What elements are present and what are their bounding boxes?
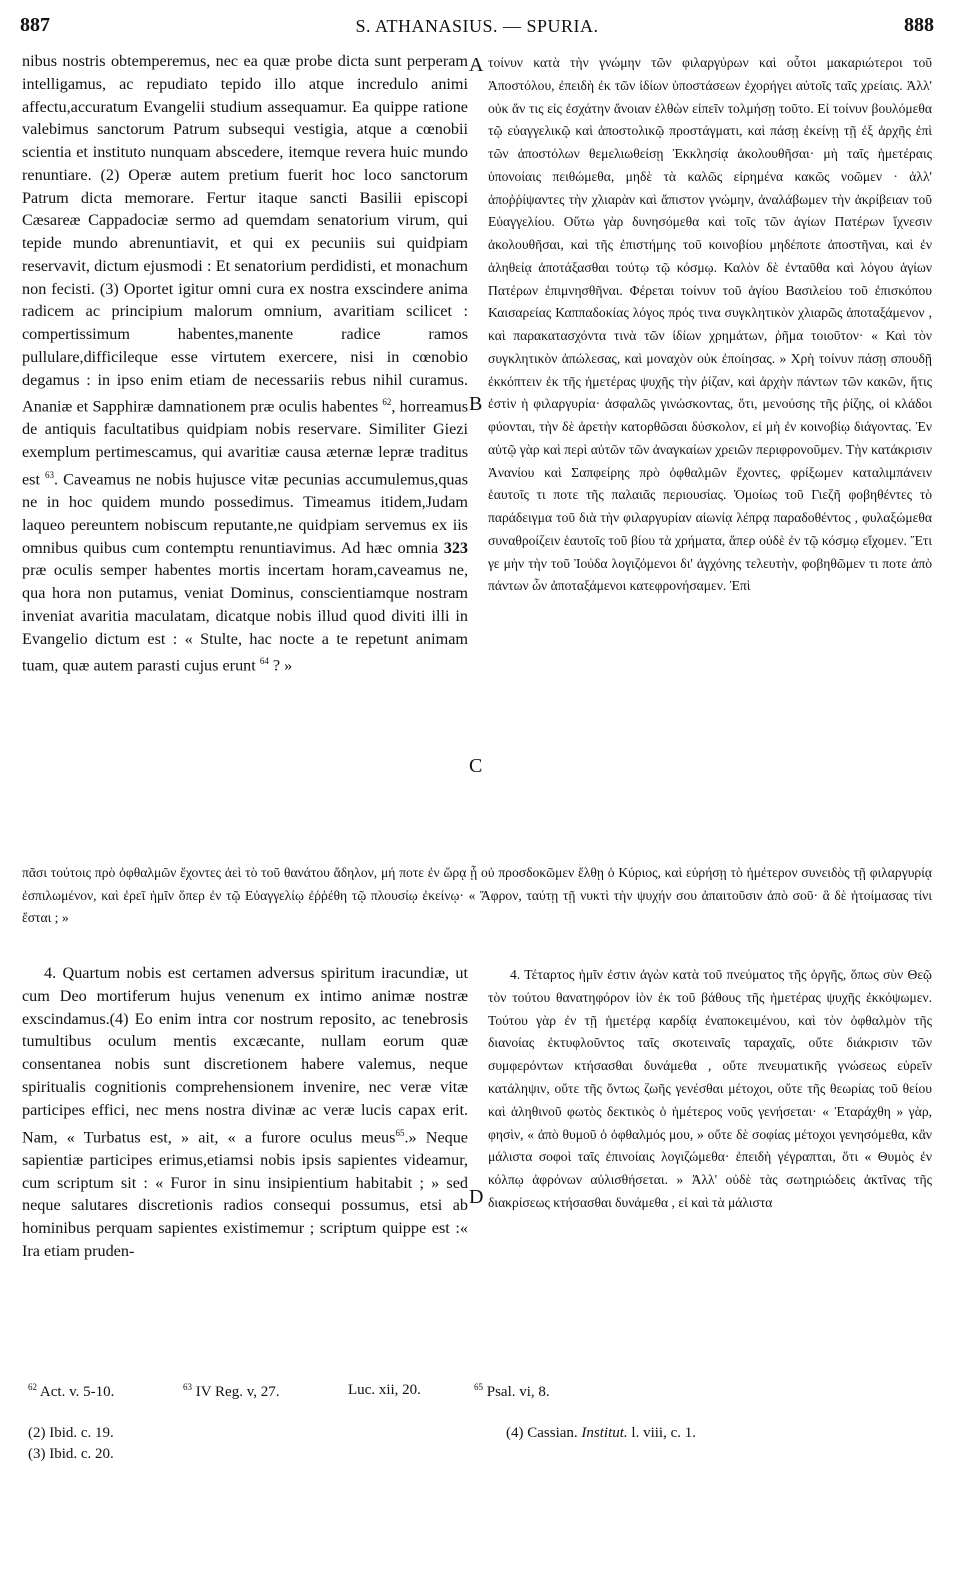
footnote-work-title: Institut. [581, 1425, 628, 1441]
latin-column-top [22, 50, 468, 677]
page-number-left: 887 [20, 14, 50, 36]
page-header [20, 14, 934, 40]
footnote-ibid-3: (3) Ibid. c. 20. [28, 1446, 114, 1462]
footnote-ref: 62 [382, 397, 392, 408]
footnote-65 [474, 1382, 550, 1401]
section-marker-a: A [469, 54, 484, 76]
section-marker-b: B [469, 393, 483, 415]
greek-text: τοίνυν κατὰ τὴν γνώμην τῶν φιλαργύρων καὶ οὗτοι μακαριώτεροι τοῦ Ἀποστόλου, ἐπειδὴ ἐκ τῶν ἰδίων ὑποστάσεων ἐχορήγει αὐτοῖς ταῖς χρείαις. Ἀλλ' οὐκ ἄν τις εἰς ἐσχάτην ἄνοιαν ἐλθὼν εἰπεῖν τολμήσῃ τοῦτο. Εἰ τοίνυν βουλόμεθα τῷ εὐαγγελικῷ καὶ ἀποστολικῷ προστάγματι, καὶ πάσῃ ἐκείνῃ τῇ ἐξ ἀρχῆς ἐπὶ τῶν ἀποστόλων θεμελιωθείσῃ Ἐκκλησίᾳ ἀκολουθῆσαι· μὴ ταῖς ἡμετέραις ὑπονοίαις πειθώμεθα, μηδὲ τὰ καλῶς εἰρημένα κακῶς νοῶμεν · ἀλλ' ἀποῤῥίψαντες τὴν χλιαρὰν καὶ ἄπιστον γνώμην, ἀναλάβωμεν τὴν ἀκρίβειαν τοῦ Εὐαγγελίου. Οὕτω γὰρ δυνησόμεθα καὶ τοῖς τῶν ἁγίων Πατέρων ἴχνεσιν ἀκολουθῆσαι, καὶ τῆς ἐπιστήμης τοῦ κοινοβίου μηδέποτε ἀποστῆναι, καὶ ἐν ἀληθείᾳ ἀποτάξασθαι τούτῳ τῷ κόσμῳ. Καλὸν δὲ ἐνταῦθα καὶ λόγου ἁγίων Πατέρων ἐπιμνησθῆναι. Φέρεται τοίνυν τοῦ ἁγίου Βασιλείου τοῦ ἐπισκόπου Καισαρείας Καππαδοκίας λόγος πρός τινα συγκλητικὸν χλιαρῶς ἀποταξάμενον , καὶ παρακατασχόντα τινὰ τῶν ἰδίων χρημάτων, ῥῆμα τοιοῦτον· « Καὶ τὸν συγκλητικὸν ἀπώλεσας, καὶ μοναχὸν οὐκ ἐποίησας. » Χρὴ τοίνυν πάσῃ σπουδῇ ἐκκόπτειν ἐκ τῆς ἡμετέρας ψυχῆς τὴν ῥίζαν, καὶ ἀρχὴν πάντων τῶν κακῶν, ἥτις ἐστὶν ἡ φιλαργυρία· ἀσφαλῶς γινώσκοντας, ὅτι, μενούσης τῆς ῥίζης, οἱ κλάδοι φύονται, τὴν δὲ ἀρετὴν κατορθῶσαι δύσκολον, εἰ μὴ ἐν κοινοβίῳ διάγοντας. Ἐν αὐτῷ γὰρ καὶ περὶ αὐτῶν τῶν ἀναγκαίων χρειῶν περιφρονοῦμεν. Τὴν κατάκρισιν Ἀνανίου καὶ Σαπφείρης πρὸ ὀφθαλμῶν ἔχοντες, φρίξωμεν καταλιμπάνειν ἑαυτοῖς τι ποτε τῆς παλαιᾶς περιουσίας. Ὁμοίως τοῦ Γιεζῆ φοβηθέντες τὸ παράδειγμα τοῦ διὰ τὴν φιλαργυρίαν αἰωνίᾳ λέπρᾳ παραδοθέντος , φυλαξώμεθα συναθροίζειν ἑαυτοῖς τοῦ βίου τὰ χρήματα, ἅπερ οὐδὲ ἐν τῷ κόσμῳ εἴχομεν. Ἔτι γε μὴν τὴν τοῦ Ἰούδα λογιζόμενοι δι' ἀγχόνης τελευτὴν, φοβηθῶμεν τι ποτε ἀπὸ πάντων ὧν ἀποταξάμενοι κατεφρονήσαμεν. Ἐπὶ [488, 55, 932, 594]
footnote-number: 62 [28, 1382, 37, 1392]
latin-paragraph [22, 50, 468, 677]
footnote-text: (4) Cassian. [506, 1425, 582, 1441]
latin-text: 4. Quartum nobis est certamen adversus spiritum iracundiæ, ut cum Deo mortiferum hujus venenum ex intimo animæ nostræ exscindamus.(4) Eo enim intra cor nostrum reposito, ac tenebrosis tumultibus oculum mentis excæcante, nullam eorum quæ consentanea nobis sunt discretionem habere valemus, neque spiritualis cognitionis comprehensionem invenire, nec veræ vitæ participes effici, nec mens nostra divinæ ac veræ lucis capax erit. Nam, « Turbatus est, » ait, « a furore oculus meus [22, 964, 468, 1146]
latin-text: . Caveamus ne nobis hujusce vitæ pecunias accumulemus,quas ne in hoc quidem mundo possedimus. Timeamus itidem,Judam laqueo pereuntem nobiscum reputante,ne quidpiam servemus ex iis omnibus quibus cum contemptu renuntiavimus. Ad hæc omnia [22, 470, 468, 557]
latin-text: .» Neque sapientiæ participes erimus,etiamsi nobis ipsis sapientes videamur, cum scriptum sit : « Furor in sinu insipientium habitabit ; » sed neque salutares discretionis radios consequi possumus, etsi ab hominibus perquam sapientes existimemur ; scriptum quippe est :« Ira etiam pruden- [22, 1127, 468, 1260]
footnote-ref: 64 [259, 656, 269, 667]
latin-text: ? » [268, 656, 293, 675]
greek-text: 4. Τέταρτος ἡμῖν ἐστιν ἀγὼν κατὰ τοῦ πνεύματος τῆς ὀργῆς, ὅπως σὺν Θεῷ τὸν τούτου θανατηφόρον ἰὸν ἐκ τοῦ βάθους τῆς ἡμετέρας ψυχῆς ἐκκόψωμεν. Τούτου γὰρ ἐν τῇ ἡμετέρᾳ καρδίᾳ ἐναποκειμένου, καὶ τὸν ὀφθαλμὸν τῆς διανοίας ἐκτυφλοῦντος ταῖς σκοτειναῖς ταραχαῖς, οὔτε διάκρισιν τῶν συμφερόντων κτήσασθαι δυνάμεθα , οὔτε πνευματικῆς γνώσεως εὑρεῖν κατάληψιν, οὔτε τῆς ὄντως ζωῆς γενέσθαι μέτοχοι, οὔτε τῆς θεωρίας τοῦ θείου καὶ ἀληθινοῦ φωτὸς δεκτικὸς ὁ ἡμέτερος νοῦς γενήσεται· « Ἐταράχθη » γὰρ, φησὶν, « ἀπὸ θυμοῦ ὁ ὀφθαλμός μου, » οὔτε δὲ σοφίας μέτοχοι γενησόμεθα, κἂν μάλιστα σοφοὶ ταῖς ἐπινοίαις λογιζώμεθα· ἐπειδὴ γέγραπται, ὅτι « Θυμὸς ἐν κόλπῳ ἀφρόνων αὐλισθήσεται. » Ἀλλ' οὐδὲ τὰς σωτηριώδεις ἀκτῖνας τῆς διακρίσεως κτήσασθαι δυνάμεθα , εἰ καὶ τὰ μάλιστα [488, 967, 932, 1210]
footnote-62 [28, 1382, 114, 1401]
footnote-text: IV Reg. v, 27. [192, 1384, 280, 1400]
footnote-text: Psal. vi, 8. [483, 1384, 550, 1400]
footnote-text: Act. v. 5-10. [37, 1384, 115, 1400]
greek-full-width [22, 862, 932, 930]
greek-column-top [488, 52, 932, 598]
footnote-number: 63 [183, 1382, 192, 1392]
footnote-cassian [506, 1425, 696, 1442]
footnote-63 [183, 1382, 280, 1401]
page-number-right: 888 [904, 14, 934, 36]
footnote-64: Luc. xii, 20. [348, 1382, 421, 1398]
footnote-text: l. viii, c. 1. [627, 1425, 696, 1441]
running-title: S. ATHANASIUS. — SPURIA. [355, 16, 599, 36]
footnote-number: 65 [474, 1382, 483, 1392]
greek-text: πᾶσι τούτοις πρὸ ὀφθαλμῶν ἔχοντες ἀεὶ τὸ τοῦ θανάτου ἄδηλον, μή ποτε ἐν ὥρᾳ ᾗ οὐ προσδοκῶμεν ἔλθῃ ὁ Κύριος, καὶ εὑρήσῃ τὸ ἡμέτερον συνειδὸς τῇ φιλαργυρίᾳ ἐσπιλωμένον, καὶ ἐρεῖ ἡμῖν ὅπερ ἐν τῷ Εὐαγγελίῳ ἐῤῥέθη τῷ πλουσίῳ ἐκείνῳ· « Ἄφρον, ταύτῃ τῇ νυκτὶ τὴν ψυχήν σου ἀπαιτοῦσιν ἀπὸ σοῦ· ἃ δὲ ἡτοίμασας τίνι ἔσται ; » [22, 865, 932, 926]
section-marker-d: D [469, 1186, 484, 1208]
footnote-ref: 65 [395, 1127, 405, 1138]
latin-text: , horreamus de antiquis facultatibus quidpiam nobis reservare. Similiter Giezi exemplum pertimescamus, qui avaritiæ causa æternæ lepræ traditus est [22, 397, 468, 489]
latin-paragraph [22, 962, 468, 1263]
section-marker-c: C [469, 755, 483, 777]
latin-text: nibus nostris obtemperemus, nec ea quæ probe dicta sunt perperam intelligamus, ac repudiato tepido illo atque incredulo animi affectu,accuratum Evangelii studium assequamur. Ea quippe ratione valebimus sanctorum Patrum subsequi vestigia, atque a cœnobii scientia et instituto nunquam abscedere, itemque revera huic mundo renuntiare. (2) Operæ autem pretium fuerit hoc loco sanctorum Patrum dicta memorare. Fertur itaque sancti Basilii episcopi Cæsareæ Cappadociæ sermo ad quemdam senatorium virum, qui tepide mundo abrenuntiavit, et qui ex pecuniis sui quidpiam reservavit, dictum ejusmodi : Et senatorium perdidisti, et monachum non fecisti. (3) Oportet igitur omni cura ex nostra exscindere anima radicem ac principium malorum omnium, avaritiam scilicet : compertissimum habentes,manente radice ramos pullulare,difficileque esse virtutem exercere, nisi in cœnobio degamus : in ipso enim etiam de necessariis rebus nihil curamus. Ananiæ et Sapphiræ damnationem præ oculis habentes [22, 52, 468, 416]
latin-text: præ oculis semper habentes mortis incertam horam,caveamus ne, qua hora non putamus, veniat Dominus, conscientiamque nostram inveniat avaritia maculatam, dicatque nobis illud quod diviti illi in Evangelio dictum est : « Stulte, hac nocte a te repetunt animam tuam, quæ autem parasti cujus erunt [22, 561, 468, 675]
latin-column-bottom [22, 962, 468, 1263]
greek-column-bottom [488, 964, 932, 1215]
column-number: 323 [443, 538, 468, 557]
footnote-ibid-2: (2) Ibid. c. 19. [28, 1425, 114, 1441]
footnote-ref: 63 [45, 469, 55, 480]
